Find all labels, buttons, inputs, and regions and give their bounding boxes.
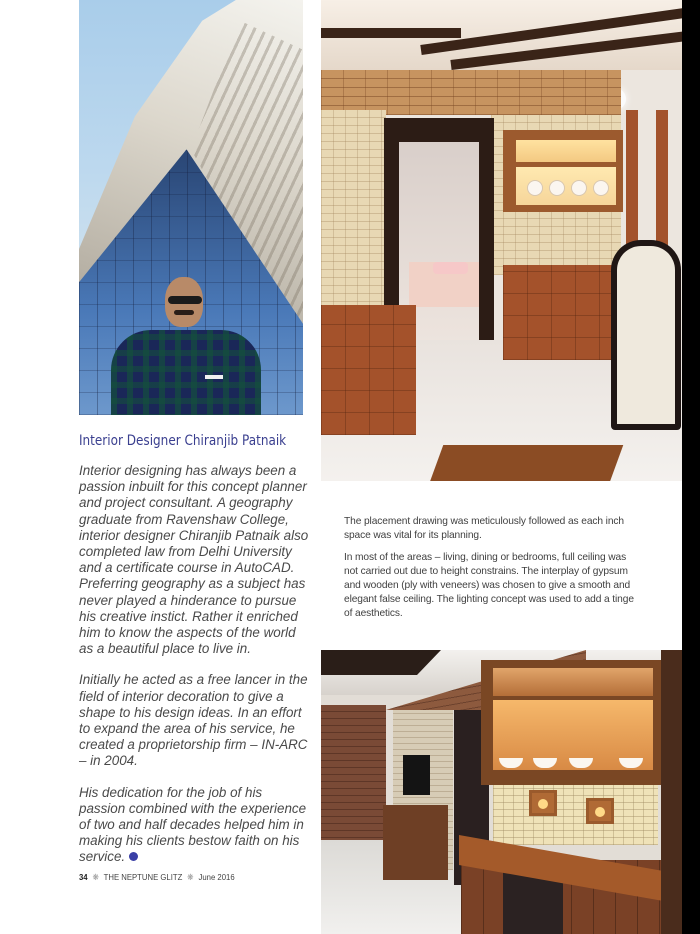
portrait-photo <box>79 0 303 415</box>
television <box>403 755 430 795</box>
upper-shelf <box>493 668 653 696</box>
article-left-column <box>79 463 311 881</box>
end-of-article-bullet-icon <box>129 852 138 861</box>
pillow <box>433 262 468 274</box>
article-paragraph: Initially he acted as a free lancer in the field of interior decoration to give a shape to his design ideas. In an effort to expand the area of his service, he created a proprietorship firm – IN-ARC – in 2004. <box>79 672 308 769</box>
crockery-unit-photo <box>321 650 682 934</box>
sideboard-cabinet <box>503 265 613 360</box>
shelf-light-top <box>516 140 616 162</box>
sunglasses <box>168 296 202 304</box>
stone-cladding <box>321 110 386 310</box>
plate <box>571 180 587 196</box>
page-edge-strip <box>682 0 700 934</box>
article-right-column <box>344 515 634 629</box>
stone-backsplash <box>493 785 658 845</box>
wood-panel <box>661 650 682 934</box>
brick-wall <box>321 705 386 845</box>
plate <box>593 180 609 196</box>
tv-cabinet <box>383 805 448 880</box>
article-paragraph-text: His dedication for the job of his passion combined with the experience of two and half decades helped him in making his clients bestow faith on his service. <box>79 784 307 865</box>
dining-interior-photo <box>321 0 682 481</box>
wall-niche <box>586 798 614 824</box>
article-paragraph: Interior designing has always been a passion inbuilt for this concept planner and project consultant. A geography graduate from Ravenshaw College, interior designer Chiranjib Patnaik also completed law from Delhi University and a certificate course in AutoCAD. Preferring geography as a subject has never played a hinderance to pursue his creative instict. Rather it enriched him to know the aspects of the world as a beautiful place to live in. <box>79 463 309 657</box>
article-title: Interior Designer Chiranjib Patnaik <box>79 433 287 449</box>
dining-chair <box>611 240 681 430</box>
article-paragraph: The placement drawing was meticulously followed as each inch space was vital for its planning. <box>344 516 624 541</box>
side-cabinet <box>321 305 416 435</box>
separator-icon: ❋ <box>187 872 194 882</box>
publication-name: THE NEPTUNE GLITZ <box>103 872 183 882</box>
coffee-table <box>429 445 624 481</box>
mustache <box>174 310 194 315</box>
ceiling-beam <box>321 28 461 38</box>
wall-niche <box>529 790 557 816</box>
separator-icon: ❋ <box>92 872 99 882</box>
plate <box>527 180 543 196</box>
pocket-pen <box>205 375 223 379</box>
page-number: 34 <box>79 872 88 882</box>
page-footer <box>79 872 235 883</box>
issue-date: June 2016 <box>198 872 235 882</box>
article-paragraph: In most of the areas – living, dining or bedrooms, full ceiling was not carried out due to height constrains. The interplay of gypsum and wooden (ply with veneers) was chosen to give a smooth and elegant false ceiling. The lighting concept was used to add a tinge of aesthetics. <box>344 552 634 619</box>
brick-cladding <box>321 70 621 115</box>
plate <box>549 180 565 196</box>
article-paragraph-last <box>79 785 311 866</box>
person-shirt <box>111 330 261 415</box>
